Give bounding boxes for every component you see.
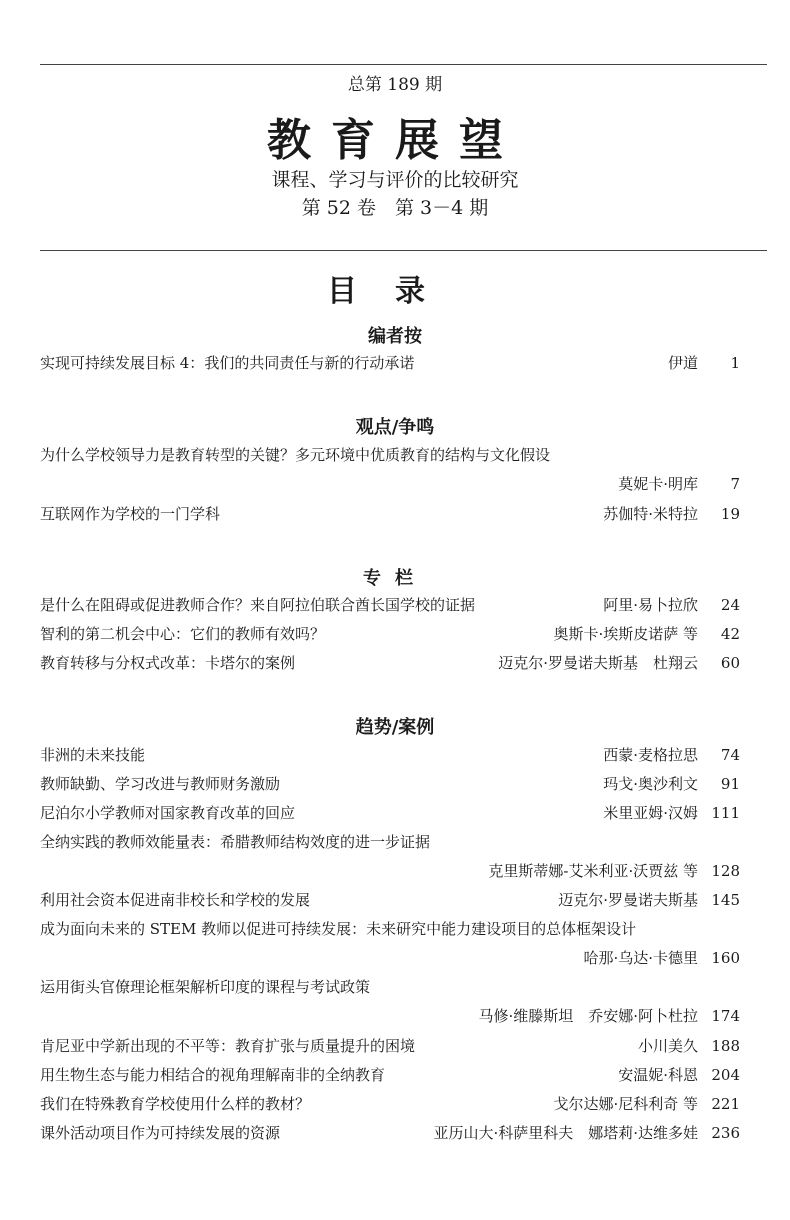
entry-author: 奥斯卡·埃斯皮诺萨 等 [553,625,698,643]
toc-entry[interactable] [40,1093,740,1115]
entry-title: 课外活动项目作为可持续发展的资源 [40,1124,281,1142]
toc-entry-continuation[interactable] [40,473,740,495]
toc-entry[interactable] [40,976,740,998]
entry-page: 221 [711,1095,740,1113]
entry-title: 尼泊尔小学教师对国家教育改革的回应 [40,804,296,822]
entry-author: 戈尔达娜·尼科利奇 等 [553,1095,698,1113]
entry-author: 阿里·易卜拉欣 [603,596,698,614]
entry-author: 西蒙·麦格拉思 [603,746,698,764]
entry-page: 204 [711,1066,740,1084]
toc-entry[interactable] [40,1122,740,1144]
section-heading: 编者按 [368,326,422,347]
entry-title: 运用街头官僚理论框架解析印度的课程与考试政策 [40,978,371,996]
entry-page: 24 [720,596,740,614]
entry-author: 小川美久 [637,1037,698,1055]
entry-title: 互联网作为学校的一门学科 [40,505,221,523]
entry-author: 莫妮卡·明库 [618,475,698,493]
entry-title: 教师缺勤、学习改进与教师财务激励 [40,775,281,793]
volume-issue: 第 52 卷 第 3－4 期 [301,197,489,219]
entry-page: 145 [711,891,740,909]
entry-page: 7 [730,475,740,493]
entry-page: 91 [720,775,740,793]
toc-entry[interactable] [40,444,740,466]
toc-entry[interactable] [40,918,740,940]
entry-page: 236 [711,1124,740,1142]
entry-title: 教育转移与分权式改革：卡塔尔的案例 [40,654,296,672]
section-heading: 趋势/案例 [355,717,435,738]
entry-title: 肯尼亚中学新出现的不平等：教育扩张与质量提升的困境 [40,1037,416,1055]
entry-author: 玛戈·奥沙利文 [603,775,698,793]
toc-entry[interactable] [40,744,740,766]
entry-author: 迈克尔·罗曼诺夫斯基 [558,891,698,909]
entry-title: 我们在特殊教育学校使用什么样的教材？ [40,1095,311,1113]
toc-entry[interactable] [40,652,740,674]
toc-entry[interactable] [40,802,740,824]
entry-page: 111 [711,804,740,822]
toc-title: 目录 [327,274,463,309]
toc-entry-continuation[interactable] [40,860,740,882]
section-heading: 专栏 [363,568,427,589]
entry-title: 利用社会资本促进南非校长和学校的发展 [40,891,311,909]
entry-page: 174 [711,1007,740,1025]
entry-author: 米里亚姆·汉姆 [603,804,698,822]
toc-entry-continuation[interactable] [40,1005,740,1027]
toc-entry[interactable] [40,1035,740,1057]
entry-page: 60 [720,654,740,672]
journal-subtitle: 课程、学习与评价的比较研究 [271,169,519,191]
toc-entry[interactable] [40,1064,740,1086]
entry-author: 亚历山大·科萨里科夫 娜塔莉·达维多娃 [433,1124,698,1142]
entry-author: 伊道 [667,354,698,372]
entry-page: 19 [720,505,740,523]
entry-page: 160 [711,949,740,967]
entry-title: 智利的第二机会中心：它们的教师有效吗？ [40,625,326,643]
toc-entry-continuation[interactable] [40,947,740,969]
toc-entry[interactable] [40,352,740,374]
entry-page: 128 [711,862,740,880]
entry-title: 非洲的未来技能 [40,746,146,764]
entry-page: 188 [711,1037,740,1055]
top-rule [40,64,767,65]
entry-author: 哈那·乌达·卡德里 [583,949,698,967]
entry-title: 是什么在阻碍或促进教师合作？来自阿拉伯联合酋长国学校的证据 [40,596,476,614]
journal-title: 教育展望 [267,115,523,166]
entry-title: 实现可持续发展目标 4：我们的共同责任与新的行动承诺 [40,354,415,372]
toc-entry[interactable] [40,503,740,525]
toc-entry[interactable] [40,773,740,795]
issue-total: 总第 189 期 [347,75,443,95]
entry-author: 迈克尔·罗曼诺夫斯基 杜翔云 [498,654,698,672]
entry-page: 74 [720,746,740,764]
entry-author: 克里斯蒂娜-艾米利亚·沃贾兹 等 [488,862,698,880]
toc-entry[interactable] [40,889,740,911]
entry-author: 苏伽特·米特拉 [603,505,698,523]
entry-page: 42 [720,625,740,643]
toc-entry[interactable] [40,831,740,853]
entry-author: 马修·维滕斯坦 乔安娜·阿卜杜拉 [478,1007,698,1025]
header-bottom-rule [40,250,767,251]
entry-title: 全纳实践的教师效能量表：希腊教师结构效度的进一步证据 [40,833,431,851]
toc-entry[interactable] [40,623,740,645]
entry-title: 为什么学校领导力是教育转型的关键？多元环境中优质教育的结构与文化假设 [40,446,551,464]
entry-title: 用生物生态与能力相结合的视角理解南非的全纳教育 [40,1066,386,1084]
entry-page: 1 [730,354,740,372]
entry-title: 成为面向未来的 STEM 教师以促进可持续发展：未来研究中能力建设项目的总体框架设计 [40,920,637,938]
section-heading: 观点/争鸣 [355,417,435,438]
entry-author: 安温妮·科恩 [618,1066,698,1084]
toc-entry[interactable] [40,594,740,616]
